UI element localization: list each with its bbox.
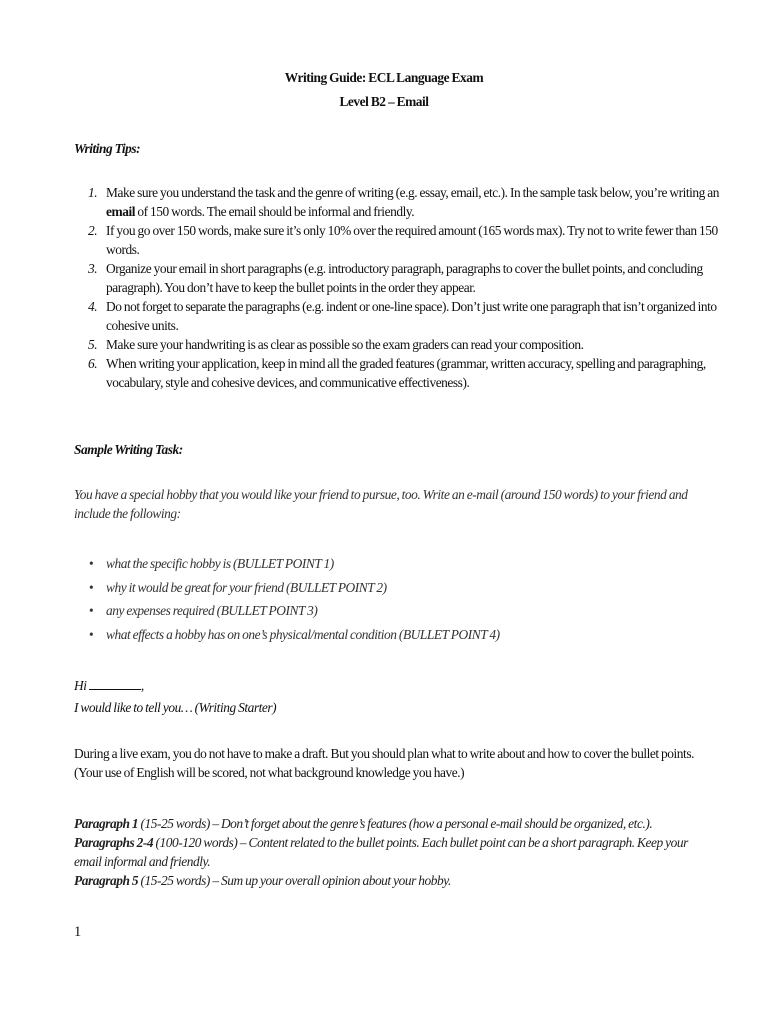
tip-text: Make sure you understand the task and the genre of writing (e.g. essay, email, etc.). In the sample task below, you’re writing an [106, 185, 720, 200]
tip-item [74, 297, 724, 335]
document-title: Writing Guide: ECL Language Exam [284, 70, 484, 85]
bullet-icon: • [89, 626, 94, 642]
tip-bold-word: email [106, 204, 135, 219]
writing-tips-list [74, 183, 724, 392]
paragraph-label: Paragraph 1 [74, 816, 139, 831]
task-bullet-text: why it would be great for your friend (BULLET POINT 2) [106, 579, 387, 595]
paragraph-text: (15-25 words) – Sum up your overall opinion about your hobby. [138, 873, 451, 888]
email-greeting [74, 676, 144, 695]
tip-number: 1. [88, 185, 98, 200]
live-exam-note: During a live exam, you do not have to make a draft. But you should plan what to write about and how to cover the bullet points. (Your use of English will be scored, not what background knowledge you have.) [74, 746, 694, 780]
paragraph-text: (100-120 words) – Content related to the bullet points. Each bullet point can be a short paragraph. Keep your email informal and friendly. [74, 835, 688, 869]
tip-text: Make sure your handwriting is as clear as possible so the exam graders can read your composition. [106, 337, 584, 352]
paragraph-guide [74, 814, 706, 890]
tip-text: When writing your application, keep in mind all the graded features (grammar, written accuracy, spelling and paragraphing, vocabulary, style and cohesive devices, and communicative effectiveness). [106, 356, 706, 390]
tip-item [74, 183, 724, 221]
task-bullet [74, 625, 500, 649]
tip-item [74, 221, 724, 259]
bullet-icon: • [89, 579, 94, 595]
tip-number: 3. [88, 261, 98, 276]
task-bullet [74, 578, 500, 602]
tip-item [74, 259, 724, 297]
task-bullet-text: any expenses required (BULLET POINT 3) [106, 603, 318, 618]
tip-text-end: of 150 words. The email should be informal and friendly. [134, 204, 415, 219]
paragraph-label: Paragraph 5 [74, 873, 139, 888]
tip-number: 6. [88, 356, 98, 371]
bullet-icon: • [89, 603, 94, 618]
writing-tips-heading: Writing Tips: [74, 141, 141, 156]
tip-text: Organize your email in short paragraphs (e.g. introductory paragraph, paragraphs to cover the bullet points, and concluding paragraph). You don’t have to keep the bullet points in the order they appear. [106, 261, 703, 295]
tip-item [74, 354, 724, 392]
sample-task-heading: Sample Writing Task: [74, 442, 183, 457]
tip-number: 2. [88, 223, 98, 238]
task-bullet [74, 601, 500, 625]
greeting-comma: , [140, 678, 144, 693]
paragraph-label: Paragraphs 2-4 [74, 835, 154, 850]
paragraph-guide-item [74, 833, 706, 871]
paragraph-guide-item [74, 814, 706, 833]
task-bullet [74, 554, 500, 578]
greeting-word: Hi [74, 678, 87, 693]
tip-number: 4. [88, 299, 98, 314]
task-bullet-list [74, 554, 500, 648]
tip-number: 5. [88, 337, 98, 352]
paragraph-guide-item [74, 871, 706, 890]
tip-text: Do not forget to separate the paragraphs (e.g. indent or one-line space). Don’t just write one paragraph that isn’t organized into cohesive units. [106, 299, 717, 333]
task-bullet-text: what effects a hobby has on one’s physical/mental condition (BULLET POINT 4) [106, 626, 500, 642]
tip-text: If you go over 150 words, make sure it’s only 10% over the required amount (165 words max). Try not to write fewer than 150 words. [106, 223, 718, 257]
writing-starter: I would like to tell you… (Writing Starter) [74, 700, 277, 715]
document-subtitle: Level B2 – Email [339, 94, 429, 109]
tip-item [74, 335, 724, 354]
page-number: 1 [74, 924, 81, 940]
name-blank [89, 676, 141, 690]
sample-task-prompt: You have a special hobby that you would like your friend to pursue, too. Write an e-mail (around 150 words) to your friend and include the following: [74, 487, 688, 521]
bullet-icon: • [89, 556, 94, 571]
paragraph-text: (15-25 words) – Don’t forget about the genre’s features (how a personal e-mail should be organized, etc.). [138, 816, 653, 831]
task-bullet-text: what the specific hobby is (BULLET POINT 1) [106, 556, 334, 571]
